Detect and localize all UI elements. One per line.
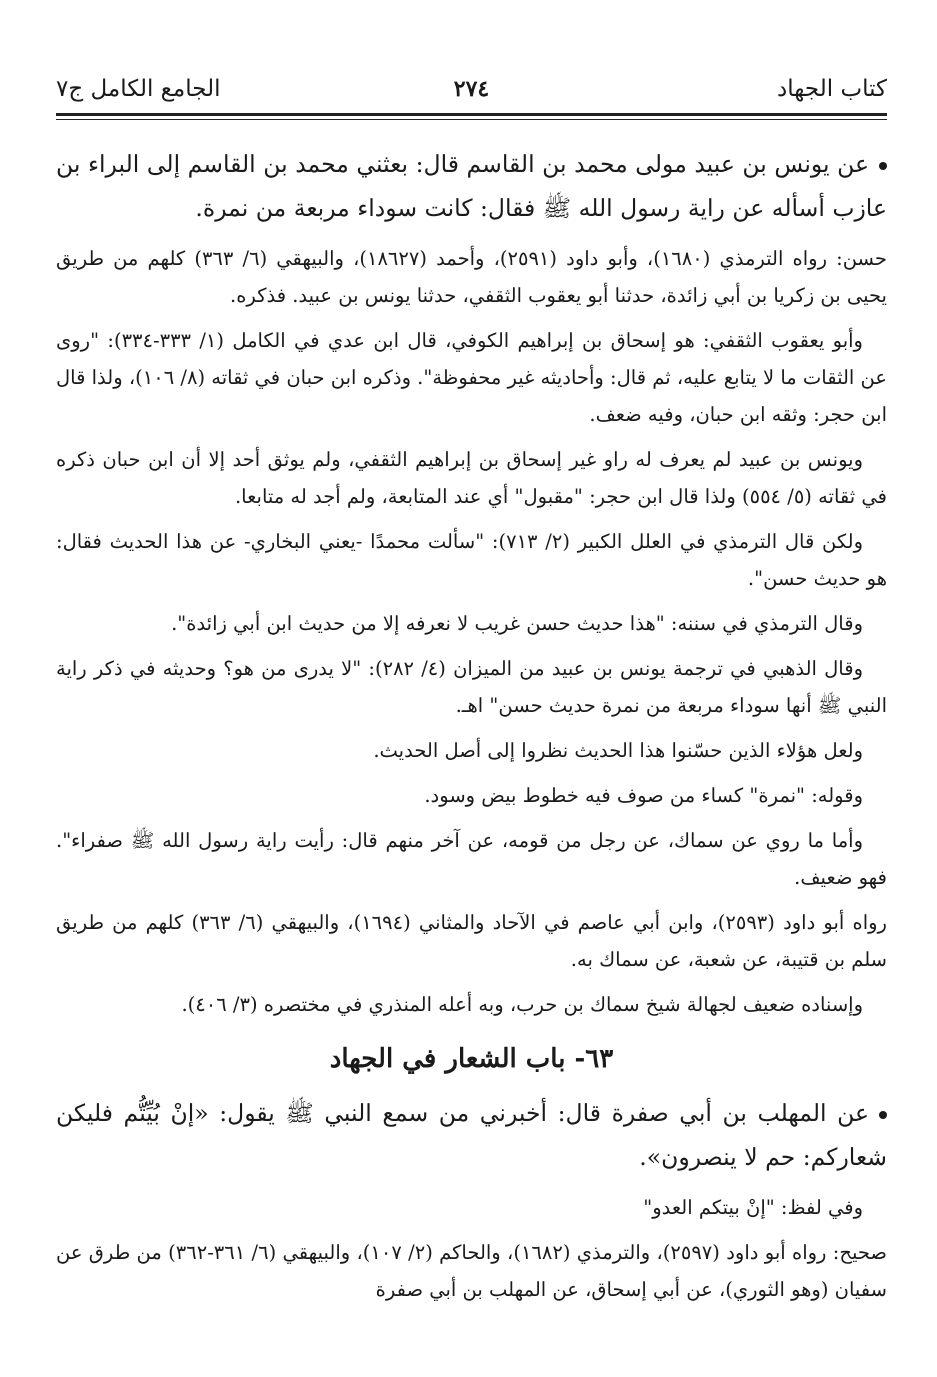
commentary-paragraph: ويونس بن عبيد لم يعرف له راو غير إسحاق بن إبراهيم الثقفي، ولم يوثق أحد إلا أن ابن حبان ذكره في ثقاته (٥/ ٥٥٤) ولذا قال ابن حجر: "مقبول" أي عند المتابعة، ولم أجد له متابعا.	[56, 448, 887, 508]
takhrij-paragraph: صحيح: رواه أبو داود (٢٥٩٧)، والترمذي (١٦٨٢)، والحاكم (٢/ ١٠٧)، والبيهقي (٦/ ٣٦١-٣٦٢) من طرق عن سفيان (وهو الثوري)، عن أبي إسحاق، عن المهلب بن أبي صفرة	[56, 1241, 887, 1301]
variant-wording: وفي لفظ: "إنْ بيتكم العدو"	[643, 1196, 863, 1219]
commentary-paragraph: وأبو يعقوب الثقفي: هو إسحاق بن إبراهيم الكوفي، قال ابن عدي في الكامل (١/ ٣٣٣-٣٣٤): "روى عن الثقات ما لا يتابع عليه، ثم قال: وأحاديثه غير محفوظة". وذكره ابن حبان في ثقاته (٨/ ١٠٦)، ولذا قال ابن حجر: وثقه ابن حبان، وفيه ضعف.	[56, 329, 887, 426]
hadith-text	[56, 1091, 887, 1179]
commentary-paragraph: وقال الترمذي في سننه: "هذا حديث حسن غريب لا نعرفه إلا من حديث ابن أبي زائدة".	[171, 612, 863, 635]
takhrij-paragraph: رواه أبو داود (٢٥٩٣)، وابن أبي عاصم في الآحاد والمثاني (١٦٩٤)، والبيهقي (٦/ ٣٦٣) كلهم من طريق سلم بن قتيبة، عن شعبة، عن سماك به.	[56, 911, 887, 971]
page-body	[56, 120, 887, 1308]
commentary-paragraph: ولعل هؤلاء الذين حسّنوا هذا الحديث نظروا إلى أصل الحديث.	[373, 739, 863, 762]
page-number: ٢٧٤	[453, 76, 490, 102]
page-header	[56, 0, 887, 120]
hadith-text-content: عن يونس بن عبيد مولى محمد بن القاسم قال: بعثني محمد بن القاسم إلى البراء بن عازب أسأله عن راية رسول الله ﷺ فقال: كانت سوداء مربعة من نمرة.	[56, 150, 887, 222]
book-title: الجامع الكامل ج٧	[56, 76, 221, 102]
commentary-paragraph: ولكن قال الترمذي في العلل الكبير (٢/ ٧١٣): "سألت محمدًا -يعني البخاري- عن هذا الحديث فقال: هو حديث حسن".	[56, 530, 887, 590]
bullet-icon	[879, 162, 887, 170]
chapter-title: ٦٣- باب الشعار في الجهاد	[329, 1044, 614, 1074]
book-section-title: كتاب الجهاد	[777, 76, 887, 102]
takhrij-paragraph: حسن: رواه الترمذي (١٦٨٠)، وأبو داود (٢٥٩١)، وأحمد (١٨٦٢٧)، والبيهقي (٦/ ٣٦٣) كلهم من طريق يحيى بن زكريا بن أبي زائدة، حدثنا أبو يعقوب الثقفي، حدثنا يونس بن عبيد. فذكره.	[56, 247, 887, 307]
commentary-paragraph: وإسناده ضعيف لجهالة شيخ سماك بن حرب، وبه أعله المنذري في مختصره (٣/ ٤٠٦).	[181, 993, 863, 1016]
commentary-paragraph: وقال الذهبي في ترجمة يونس بن عبيد من الميزان (٤/ ٢٨٢): "لا يدرى من هو؟ وحديثه في ذكر راية النبي ﷺ أنها سوداء مربعة من نمرة حديث حسن" اهـ.	[56, 657, 887, 717]
hadith-text-content: عن المهلب بن أبي صفرة قال: أخبرني من سمع النبي ﷺ يقول: «إنْ بُيِّتُّم فليكن شعاركم: حم لا ينصرون».	[56, 1099, 887, 1171]
commentary-paragraph: وأما ما روي عن سماك، عن رجل من قومه، عن آخر منهم قال: رأيت راية رسول الله ﷺ صفراء". فهو ضعيف.	[56, 829, 887, 889]
bullet-icon	[879, 1111, 887, 1119]
header-rule-thick	[56, 113, 887, 116]
hadith-text	[56, 142, 887, 230]
header-rule-thin	[56, 119, 887, 120]
commentary-paragraph: وقوله: "نمرة" كساء من صوف فيه خطوط بيض وسود.	[424, 784, 863, 807]
